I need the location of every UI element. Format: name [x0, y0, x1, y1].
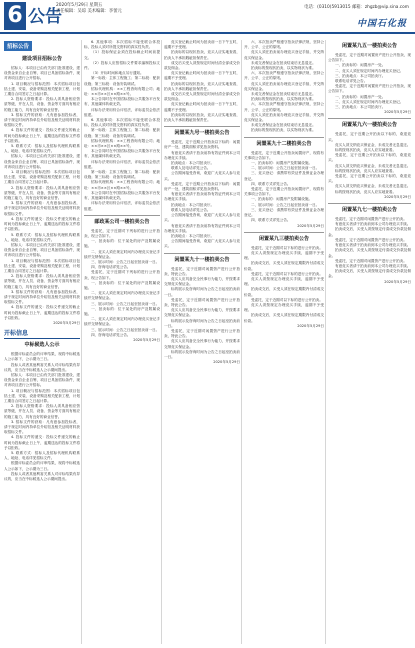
notice-divider	[328, 118, 411, 119]
paragraph: 2. 投标人资格要求：投标人须具备相应资质等级，并在人员、设备、资金等方面具有相应的施工能力，具有良好的商业信誉。	[4, 404, 80, 419]
paragraph: 拍卖标的以现状拍卖，竞买人应实地查看，拍卖人不承担瑕疵担保责任。	[164, 50, 240, 60]
paragraph: 受委托，定于近期公开拍卖闲置房产，现将有关事项公告如下。	[244, 150, 324, 160]
paragraph: 5. 联系方式：招标人及招标代理机构联系人、地址、电话详见招标文件。	[4, 451, 80, 461]
paragraph: 5. 联系方式：招标人及招标代理机构联系人、地址、电话详见招标文件。	[4, 232, 80, 242]
paragraph: 2. 投标人资格要求：投标人须具备相应资质等级，并在人员、设备、资金等方面具有相应的施工能力，具有良好的商业信誉。	[4, 274, 80, 289]
paragraph: 受委托，定于近期对闲置资产进行公开拍卖，特此公告。	[164, 328, 240, 339]
column-divider	[241, 40, 242, 644]
paragraph: 有意竞买者请于拍卖前到本公司办理竞买手续。	[335, 263, 411, 268]
paragraph: 4. 投标文件的递交：投标文件递交的截止时间为投标截止日上午，逾期送达的投标文件将予以拒收。	[4, 128, 80, 143]
paragraph: 三、展示时间：公告之日起至拍卖前一日。	[91, 327, 160, 332]
paragraph: 竞买人须交纳竞买保证金，未成交者无息退还。	[335, 142, 411, 147]
paragraph: 有意竞买者请于拍卖前持有效证件到本公司办理竞买手续。	[164, 192, 240, 202]
paragraph: 竞买登记截止时间为拍卖前一日下午五时，逾期不予受理。	[164, 40, 240, 50]
paragraph: 四、联系方式详见公告。	[251, 218, 291, 223]
paragraph: 3. 招标文件的获取：凡有意参加投标者，请于规定时间内持单位介绍信及相关证明材料获取招标文件。	[4, 112, 80, 128]
paragraph: 四、咨询电话详见公告。	[91, 332, 131, 337]
notice-divider	[244, 232, 324, 233]
paragraph: 本公告同时在中国招标投标公共服务平台发布，其他媒体转载无效。	[84, 97, 160, 107]
notice-date: 2020年5月29日	[384, 194, 411, 199]
paragraph: 受委托，定于近期公开拍卖以下标的：闲置房产一处，建筑面积详见拍卖资料。	[164, 181, 240, 192]
paragraph: 受委托，定于近期对闲置资产进行公开拍卖，特此公告。	[164, 266, 240, 276]
paragraph: 二、竞买人须在规定时间内办理竞买登记。	[335, 68, 404, 73]
paragraph: 联系人及电话详见公告。	[171, 207, 211, 212]
paragraph: 4. 投标文件的递交：投标文件递交的截止时间为投标截止日上午，逾期送达的投标文件将予以拒收。	[4, 305, 80, 320]
issue-meta	[56, 3, 122, 15]
notice-divider	[244, 137, 324, 138]
paragraph: 未成交者保证金在拍卖结束后无息退还。	[251, 123, 316, 128]
paragraph: 竞买人须按规定办理竞买手续，逾期不予受理。	[244, 250, 324, 261]
paragraph: 竞买登记截止时间为拍卖前一日下午五时，逾期不予受理。	[164, 102, 240, 112]
paragraph: 1. 项目概况与招标范围：本次招标项目包括土建、安装、设备采购及相关配套工程，计划工期自合同签订之日起计算。	[4, 170, 80, 185]
paragraph: 六、本次拍卖严格遵守拍卖法律法规，坚持公开、公平、公正的原则。	[244, 102, 324, 112]
paragraph: 6. 其他事项：本次招标不接受联合体投标，投标人须对所提交资料的真实性负责。	[84, 118, 160, 128]
paragraph: 标的按现状拍卖，竞买人应实地查看。	[335, 168, 397, 173]
paragraph: 公告期间接受咨询，欢迎广大竞买人参与竞买。	[164, 213, 240, 223]
paragraph: 受委托，定于近期对闲置房产进行公开拍卖，现公告如下。	[328, 84, 411, 94]
notice-date: 2020年5月29日	[297, 223, 324, 228]
paragraph: 2. 投标人资格要求：投标人须具备相应资质等级，并在人员、设备、资金等方面具有相应的施工能力，具有良好的商业信誉。	[4, 185, 80, 201]
paragraph: 公告期间接受咨询，欢迎广大竞买人参与竞买。	[164, 171, 240, 181]
paragraph: 1. 项目概况与招标范围：本次招标项目包括土建、安装、设备采购及相关配套工程，计划工期自合同签订之日起计算。	[4, 388, 80, 403]
paragraph: 标的展示及咨询时间为公告之日起至拍卖前一日。	[164, 318, 240, 328]
paragraph: 拍卖成交后，买受人须在规定期限内付清成交价款。	[244, 261, 324, 271]
paragraph: 3. 招标文件的获取：凡有意参加投标者，请于规定时间内持单位介绍信及相关证明材料获取招标文件。	[4, 289, 80, 305]
paragraph: 竞买人须在拍卖前办理竞买登记手续，并交纳竞买保证金。	[244, 112, 324, 123]
section-tag: 招标公告	[4, 41, 32, 51]
notice-date: 2020年5月29日	[384, 110, 411, 115]
editor-line: 责任编辑：吴琼 美术编辑：李蕾元	[56, 9, 122, 14]
paragraph: 标的按现状拍卖，竞买人应实地查看。	[335, 148, 397, 153]
paragraph: 第一标段：主体工程施工；第二标段：配套设施；第三标段：设备安装调试。	[84, 170, 160, 180]
paragraph: （2）投标人应按招标文件要求编制投标文件。	[84, 60, 160, 71]
paragraph: 有意竞买者请于拍卖前到本公司办理竞买手续。	[335, 243, 411, 248]
paragraph: 受委托，定于近期公开拍卖以下标的，欢迎竞买。	[328, 174, 411, 184]
paragraph: 根据评标委员会的评审结果，现将中标候选人公示如下，公示期为三日。	[4, 461, 80, 471]
paragraph: 拍卖标的按现状拍卖，以实物现状为准。	[251, 66, 316, 71]
paragraph: 受委托，定于近期对下列标的进行公开拍卖，现公告如下。	[84, 270, 160, 280]
notice-date: 2020年5月29日	[297, 323, 324, 328]
paragraph: 受委托，定于近期对以下标的进行公开拍卖。	[251, 271, 323, 276]
paragraph: 根据评标委员会的评审结果，现将中标候选人公示如下，公示期为三日。	[4, 352, 80, 362]
paragraph: 受委托，定于近期对闲置房产进行公开拍卖，现公告如下。	[328, 53, 411, 63]
paragraph: 拍卖标的以现状拍卖，竞买人应实地查看，拍卖人不承担瑕疵担保责任。	[164, 81, 240, 91]
paragraph: 4. 投标文件的递交：投标文件递交的截止时间为投标截止日上午，逾期送达的投标文件将予以拒收。	[4, 435, 80, 450]
paragraph: 标的展示及咨询时间为公告之日起至拍卖前一日。	[164, 287, 240, 297]
column-divider	[161, 40, 162, 644]
paragraph: 二、竞买人须在规定时间内办理竞买登记。	[335, 99, 404, 104]
notice-date: 2020年5月29日	[384, 279, 411, 284]
paragraph: 竞买人须交纳竞买保证金，未成交者无息退还。	[335, 163, 411, 168]
paragraph: 标的按现状拍卖，竞买人应实地查看。	[335, 189, 397, 194]
paragraph: 未成交者保证金在拍卖结束后无息退还。	[251, 60, 316, 65]
notice-divider	[328, 203, 411, 204]
paragraph: 二、竞买人须在规定时间内办理竞买登记手续并交纳保证金。	[84, 291, 160, 301]
notice-title: 建设项目招标公告	[21, 56, 62, 62]
paragraph: 受委托，定于近期对下列标的进行公开拍卖，现公告如下。	[84, 228, 160, 238]
paragraph: 三、竞买登记：请携带有效证件及保证金办理登记。	[244, 207, 324, 218]
paragraph: 二、竞买人须在规定时间内办理竞买登记手续并交纳保证金。	[84, 249, 160, 259]
paragraph: 三、展示时间：公告之日起至拍卖前一日。	[91, 301, 160, 306]
paragraph: 受委托，定于近期对以下标的进行公开拍卖。	[251, 245, 323, 250]
paragraph: 竞买人须按规定办理竞买手续，逾期不予受理。	[244, 302, 324, 313]
paragraph: 招标人：本项目已由有关部门批准建设，建设资金来自企业自筹，项目已具备招标条件，现对该项目进行公开招标。	[4, 66, 80, 81]
paragraph: 二、展示时间：公告之日起至拍卖前一日。	[251, 202, 320, 207]
paragraph: 拍卖标的按现状拍卖，以实物现状为准。	[251, 97, 316, 102]
notice-title: 闲置某九七一楼拍卖公告	[341, 207, 397, 214]
masthead	[0, 0, 415, 34]
paragraph: 招标人：本项目已由有关部门批准建设，建设资金来自企业自筹，项目已具备招标条件，现对该项目进行公开招标。	[4, 372, 80, 388]
paragraph: 受委托，定于近期公开拍卖闲置房产，现将有关事项公告如下。	[244, 187, 324, 197]
paragraph: 受委托，定于近期对闲置资产进行公开拍卖，特此公告。	[164, 297, 240, 307]
paragraph: 拍卖成交后，买受人须在规定期限内付清成交价款。	[244, 287, 324, 297]
paragraph: 一、拍卖标的：闲置房产及附属设施。	[251, 197, 313, 202]
paragraph: 受委托，定于近期对闲置资产进行公开拍卖。	[335, 217, 407, 222]
paragraph: 招标代理机构：××工程咨询有限公司；地址：××市××区××路××号。	[84, 180, 160, 190]
paragraph: 一、拍卖标的：闲置房产一处。	[335, 94, 386, 99]
paragraph: 竞买人应具备完全民事行为能力，并按要求交纳竞买保证金。	[164, 276, 240, 287]
paragraph: 六、本次拍卖严格遵守拍卖法律法规，坚持公开、公平、公正的原则。	[244, 40, 324, 50]
paragraph: 三、竞买登记：请携带有效证件及保证金办理登记。	[244, 171, 324, 181]
section-tag: 开标信息	[4, 328, 80, 339]
notice-date: 2020年5月29日	[213, 360, 240, 365]
paper-name: 中国石化报	[356, 19, 407, 29]
paragraph: 一、拍卖标的：闲置房产及附属设施。	[251, 161, 313, 166]
page-number: 6	[4, 2, 26, 30]
paragraph: 1. 项目概况与招标范围：本次招标项目包括土建、安装、设备采购及相关配套工程，计划工期自合同签订之日起计算。	[4, 258, 80, 273]
paragraph: 未成交者保证金在拍卖结束后无息退还。	[251, 92, 316, 97]
paragraph: 有意竞买者请于拍卖前持有效证件到本公司办理竞买手续。	[164, 150, 240, 160]
notice-date: 2020年5月29日	[53, 320, 80, 325]
paragraph: 公告期间接受咨询，欢迎广大竞买人参与竞买。	[164, 239, 240, 249]
paragraph: 投标人或者其他利害关系人对评标结果有异议的，应当在中标候选人公示期间提出。	[4, 362, 80, 372]
paragraph: 评标办法采用综合评估法，评标委员会依法组建。	[84, 159, 160, 169]
paragraph: 二、竞买人须在规定时间内办理竞买登记手续并交纳保证金。	[84, 317, 160, 327]
paragraph: 受委托，定于近期对闲置资产进行公开拍卖。	[335, 258, 407, 263]
paragraph: 竞买登记截止时间为拍卖前一日下午五时，逾期不予受理。	[164, 71, 240, 81]
issue-date: 2020年5月29日 星期五	[56, 3, 103, 8]
paragraph: 一、拍卖标的：位于某处的房产及附属设施。	[84, 280, 160, 290]
paragraph: 二、展示时间：公告之日起至拍卖前一日。	[251, 166, 320, 171]
paragraph: 联系人及电话详见公告。	[171, 166, 211, 171]
column-2	[84, 40, 160, 642]
paragraph: 本公告同时在中国招标投标公共服务平台发布，其他媒体转载无效。	[84, 149, 160, 159]
notice-title: 闲置某九十一楼拍卖公告	[174, 256, 230, 263]
notice-divider	[164, 253, 240, 254]
paragraph: 一、拍卖标的：位于某处的房产及附属设施。	[84, 239, 160, 249]
paragraph: 本公告同时在中国招标投标公共服务平台发布，其他媒体转载无效。	[84, 190, 160, 201]
paragraph: 竞买人须按规定办理竞买手续，逾期不予受理。	[244, 276, 324, 287]
paragraph: 招标代理机构：××工程咨询有限公司；地址：××市××区××路××号。	[84, 86, 160, 97]
notice-date: 2020年5月29日	[133, 337, 160, 342]
paragraph: 招标代理机构：××工程咨询有限公司；地址：××市××区××路××号。	[84, 138, 160, 149]
paragraph: 评标办法采用综合评估法，评标委员会依法组建。	[84, 201, 160, 211]
paragraph: 竞买人应具备完全民事行为能力，并按要求交纳竞买保证金。	[164, 339, 240, 349]
notice-title: 闲置某九六一楼拍卖公告	[341, 122, 397, 129]
paragraph: 受委托，定于近期对以下标的进行公开拍卖。	[251, 297, 323, 302]
paragraph: 招标人：本项目已由有关部门批准建设，建设资金来自企业自筹，项目已具备招标条件，现对该项目进行公开招标。	[4, 154, 80, 169]
paragraph: 成交后买受人须按规定时间付清全部成交价款及佣金。	[164, 92, 240, 102]
notice-title: 邮政某公司一楼拍卖公告	[94, 218, 150, 225]
paragraph: 第一标段：主体工程施工；第二标段：配套设施；第三标段：设备安装调试。	[84, 128, 160, 138]
notice-title: 闲置某九十二楼拍卖公告	[256, 140, 312, 147]
notice-title: 闲置某九三楼拍卖公告	[258, 235, 309, 242]
paragraph: 三、展示时间：公告之日起至拍卖前一日。	[91, 259, 160, 264]
notice-title: 中标候选人公示	[24, 342, 60, 349]
paragraph: 拍卖地点：本公司拍卖厅。	[171, 233, 215, 238]
paragraph: 竞买人须交纳竞买保证金，未成交者无息退还。	[335, 184, 411, 189]
paragraph: 竞买人应具备完全民事行为能力，并按要求交纳竞买保证金。	[164, 308, 240, 318]
paragraph: 受委托，定于近期公开拍卖以下标的，欢迎竞买。	[328, 153, 411, 163]
paragraph: 2. 投标人资格要求：投标人须具备相应资质等级，并在人员、设备、资金等方面具有相应的施工能力，具有良好的商业信誉。	[4, 97, 80, 112]
column-divider	[325, 40, 326, 644]
paragraph: 拍卖成交后，买受人须按规定付清成交价款及佣金。	[328, 248, 411, 258]
paragraph: 拍卖地点：本公司拍卖厅。	[171, 202, 215, 207]
paragraph: 3. 招标文件的获取：凡有意参加投标者，请于规定时间内持单位介绍信及相关证明材料获取招标文件。	[4, 201, 80, 216]
paragraph: 一、拍卖标的：闲置房产一处。	[335, 63, 386, 68]
paragraph: 有意竞买者请于拍卖前到本公司办理竞买手续。	[335, 222, 411, 227]
paragraph: 第一标段：主体工程施工；第二标段：配套设施；第三标段：设备安装调试。	[84, 76, 160, 86]
paragraph: 竞买人须在拍卖前办理竞买登记手续，并交纳竞买保证金。	[244, 50, 324, 60]
paragraph: 拍卖地点：本公司拍卖厅。	[171, 161, 215, 166]
paragraph: 四、咨询电话详见公告。	[91, 265, 131, 270]
paragraph: 三、拍卖地点：本公司拍卖厅。	[335, 73, 386, 78]
paragraph: 受委托，定于近期公开拍卖以下标的，欢迎竞买。	[328, 132, 411, 142]
paragraph: 评标办法采用综合评估法，评标委员会依法组建。	[84, 107, 160, 117]
notice-divider	[164, 126, 240, 127]
paragraph: 联系电话详见公告。	[335, 79, 368, 84]
paragraph: （1）投标保证金须在投标截止时间前提交。	[84, 50, 160, 60]
paragraph: 招标人：本项目已由有关部门批准建设，建设资金来自企业自筹，项目已具备招标条件，现对该项目进行公开招标。	[4, 242, 80, 258]
paragraph: 竞买人须在拍卖前办理竞买登记手续，并交纳竞买保证金。	[244, 81, 324, 91]
paragraph: 3. 招标文件的获取：凡有意参加投标者，请于规定时间内持单位介绍信及相关证明材料获取招标文件。	[4, 419, 80, 435]
column-4	[244, 40, 324, 642]
paragraph: 受委托，定于近期对闲置资产进行公开拍卖。	[335, 237, 407, 242]
paragraph: 5. 联系方式：招标人及招标代理机构联系人、地址、电话详见招标文件。	[4, 144, 80, 154]
paragraph: 三、拍卖地点：本公司拍卖厅。	[335, 105, 386, 110]
paragraph: 六、本次拍卖严格遵守拍卖法律法规，坚持公开、公平、公正的原则。	[244, 71, 324, 81]
paragraph: 受委托，定于近期公开拍卖以下标的：闲置房产一处，建筑面积详见拍卖资料。	[164, 140, 240, 150]
contact-line: 电话：(0310)5913015 邮箱：zhgzb@vip.sina.com	[304, 5, 409, 10]
notice-title: 闲置某九五一楼拍卖公告	[341, 43, 397, 49]
paragraph: 1. 项目概况与招标范围：本次招标项目包括土建、安装、设备采购及相关配套工程，计划工期自合同签订之日起计算。	[4, 81, 80, 97]
paragraph: 拍卖成交后，买受人须按规定付清成交价款及佣金。	[328, 227, 411, 237]
paragraph: 6. 其他事项：本次招标不接受联合体投标，投标人须对所提交资料的真实性负责。	[84, 40, 160, 50]
column-5	[328, 40, 411, 642]
paragraph: 拍卖成交后，买受人须在规定期限内付清成交价款。	[244, 313, 324, 323]
column-divider	[81, 40, 82, 644]
notice-divider	[84, 215, 160, 216]
paragraph: 拍卖标的按现状拍卖，以实物现状为准。	[251, 128, 316, 133]
paragraph: （3）开标时间和地点另行通知。	[91, 71, 144, 76]
paragraph: 4. 投标文件的递交：投标文件递交的截止时间为投标截止日上午，逾期送达的投标文件将予以拒收。	[4, 216, 80, 232]
paragraph: 一、拍卖标的：位于某处的房产及附属设施。	[84, 306, 160, 316]
paragraph: 成交后买受人须按规定时间付清全部成交价款及佣金。	[164, 60, 240, 71]
paragraph: 拍卖成交后，买受人须按规定付清成交价款及佣金。	[328, 269, 411, 279]
paragraph: 拍卖标的以现状拍卖，竞买人应实地查看，拍卖人不承担瑕疵担保责任。	[164, 112, 240, 123]
paragraph: 标的展示及咨询时间为公告之日起至拍卖前一日。	[164, 349, 240, 359]
column-3	[164, 40, 240, 642]
notice-title: 闲置某九号一楼拍卖公告	[174, 130, 230, 137]
paragraph: 四、联系方式详见公告。	[251, 181, 291, 186]
section-title: 公告	[28, 7, 62, 27]
paragraph: 投标人或者其他利害关系人对评标结果有异议的，应当在中标候选人公示期间提出。	[4, 471, 80, 482]
paragraph: 有意竞买者请于拍卖前持有效证件到本公司办理竞买手续。	[164, 223, 240, 233]
column-1	[4, 40, 80, 642]
